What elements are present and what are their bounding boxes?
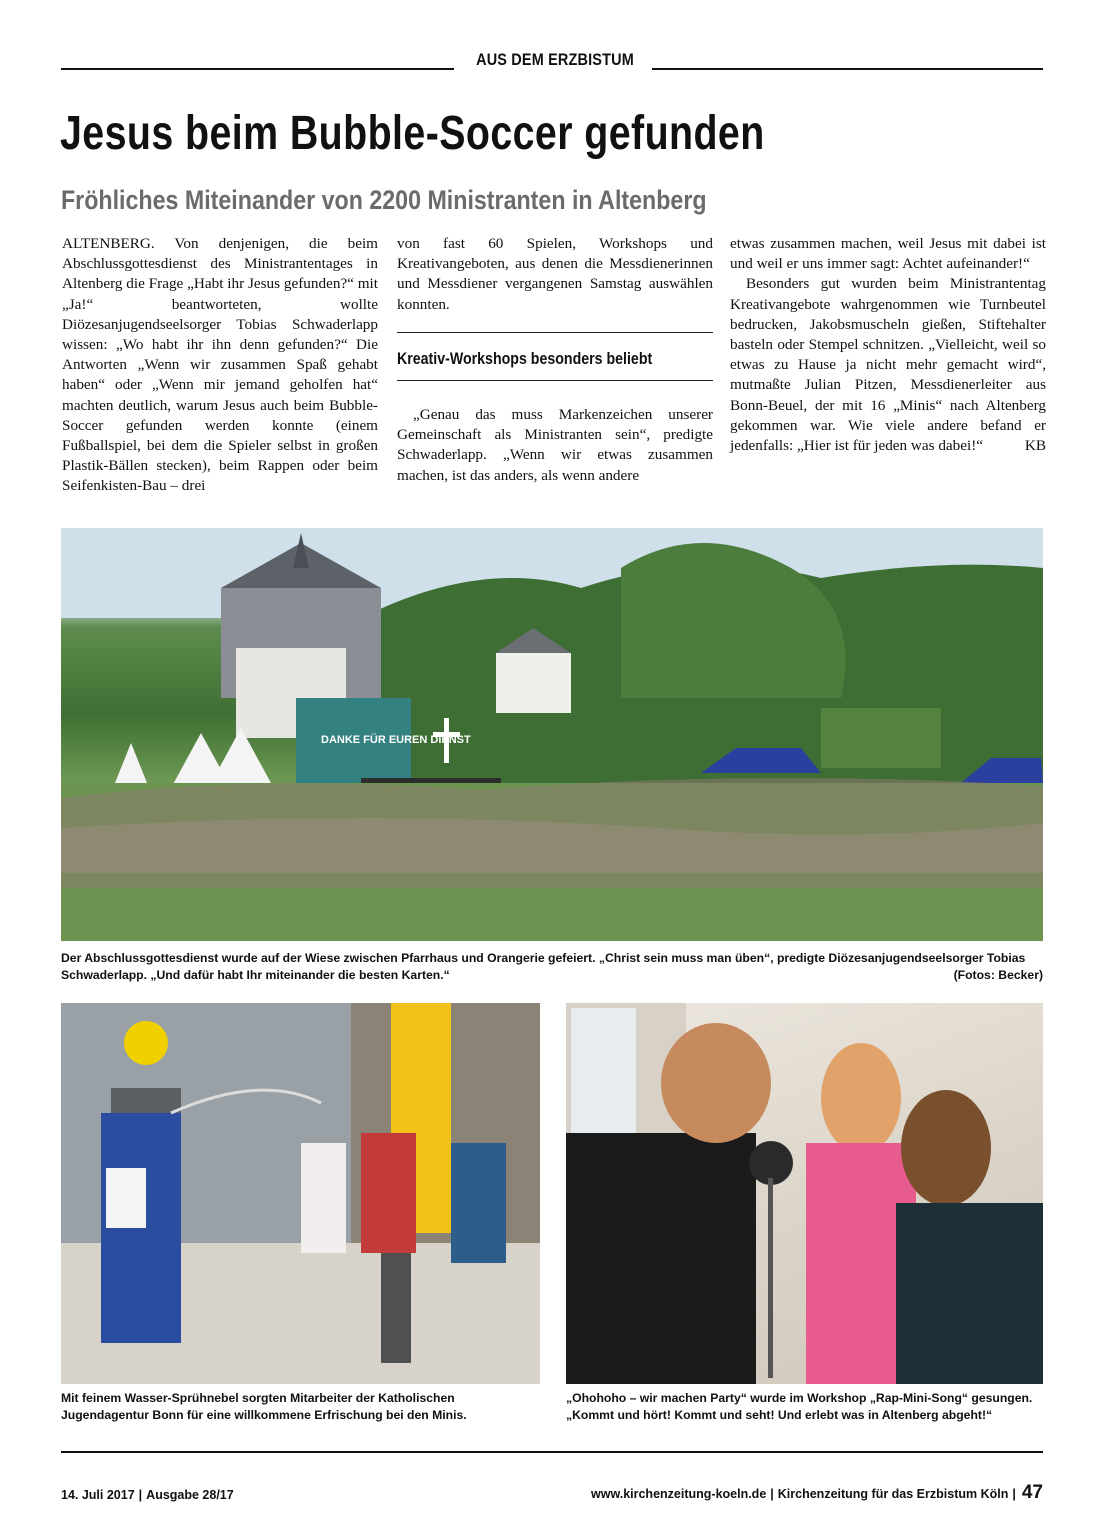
page-number: 47	[1021, 1482, 1043, 1503]
rap-workshop-scene	[566, 1003, 1043, 1384]
water-spray-scene	[61, 1003, 540, 1384]
festival-scene	[61, 528, 1043, 941]
section-rule-left	[61, 68, 454, 70]
article-column-2	[397, 234, 713, 486]
article-column-1	[62, 234, 378, 497]
footer-url[interactable]: www.kirchenzeitung-koeln.de	[591, 1487, 767, 1501]
footer-divider: |	[138, 1488, 143, 1502]
footer-publication: Kirchenzeitung für das Erzbistum Köln	[777, 1487, 1009, 1501]
caption-left: Mit feinem Wasser-Sprühnebel sorgten Mitarbeiter der Katholischen Jugendagentur Bonn für eine willkommene Erfrischung bei den Minis.	[61, 1391, 467, 1422]
footer-rule	[61, 1451, 1043, 1453]
article-paragraph: etwas zusammen machen, weil Jesus mit dabei ist und weil er uns immer sagt: Achtet aufeinander!“	[730, 235, 1046, 273]
photo-main-festival	[61, 528, 1043, 941]
intertitle: Kreativ-Workshops besonders beliebt	[397, 350, 653, 369]
column-rule	[397, 380, 713, 382]
column-rule	[397, 332, 713, 334]
footer-issue: Ausgabe 28/17	[146, 1488, 234, 1502]
section-label: AUS DEM ERZBISTUM	[476, 50, 634, 69]
section-rule-right	[652, 68, 1043, 70]
photo-water-spray	[61, 1003, 540, 1384]
footer-right	[591, 1482, 1043, 1504]
photo-credit: (Fotos: Becker)	[953, 968, 1043, 982]
footer-date: 14. Juli 2017	[61, 1488, 135, 1502]
caption-main	[61, 950, 1043, 984]
footer-divider: |	[1012, 1487, 1016, 1501]
photo-rap-workshop	[566, 1003, 1043, 1384]
author-initials: KB	[1024, 437, 1046, 455]
caption-main-text: Der Abschlussgottesdienst wurde auf der Wiese zwischen Pfarrhaus und Orangerie gefeiert. „Christ sein muss man üben“, predigte Diözesanjugendseelsorger Tobias Schwaderlapp. „Und dafür habt Ihr miteinander die besten Karten.“	[61, 951, 1026, 982]
headline: Jesus beim Bubble-Soccer gefunden	[60, 107, 765, 160]
footer-divider: |	[770, 1487, 774, 1501]
article-column-3	[730, 234, 1046, 456]
article-paragraph: von fast 60 Spielen, Workshops und Kreativangeboten, aus denen die Messdienerinnen und Messdiener vergangenen Samstag auswählen konnten.	[397, 235, 713, 313]
article-paragraph: ALTENBERG. Von denjenigen, die beim Abschlussgottesdienst des Ministrantentages in Altenberg die Frage „Habt ihr Jesus gefunden?“ mit „Ja!“ beantworteten, wollte Diözesanjugendseelsorger Tobias Schwaderlapp wissen: „Wo habt ihr ihn denn gefunden?“ Die Antworten „Wenn wir zusammen Spaß gehabt haben“ oder „Wenn mir jemand geholfen hat“ machten deutlich, warum Jesus auch beim Bubble-Soccer gefunden werden konnte (einem Fußballspiel, bei dem die Spieler selbst in großen Plastik-Bällen stecken), beim Rappen oder beim Seifenkisten-Bau – drei	[62, 235, 378, 495]
caption-right: „Ohohoho – wir machen Party“ wurde im Workshop „Rap-Mini-Song“ gesungen. „Kommt und hört! Kommt und seht! Und erlebt was in Altenberg abgeht!“	[566, 1391, 1033, 1422]
article-paragraph: „Genau das muss Markenzeichen unserer Gemeinschaft als Ministranten sein“, predigte Schwaderlapp. „Wenn wir etwas zusammen machen, ist das anders, als wenn andere	[397, 406, 713, 484]
banner-text: DANKE FÜR EUREN DIENST	[321, 734, 471, 746]
footer-left	[61, 1488, 234, 1502]
article-text: Besonders gut wurden beim Ministrantentag Kreativangebote wahrgenommen wie Turnbeutel bedrucken, Jakobsmuscheln gießen, Stiftehalter basteln oder Stempel schnitzen. „Vielleicht, weil so etwas zu Hause ja nicht mehr gemacht wird“, mutmaßte Julian Pitzen, Messdienerleiter aus Bonn-Beuel, der mit 16 „Minis“ nach Altenberg gekommen war. Wie viele andere befand er jedenfalls: „Hier ist für jeden was dabei!“	[730, 275, 1046, 455]
article-paragraph	[730, 274, 1046, 456]
subheadline: Fröhliches Miteinander von 2200 Ministranten in Altenberg	[61, 185, 707, 215]
